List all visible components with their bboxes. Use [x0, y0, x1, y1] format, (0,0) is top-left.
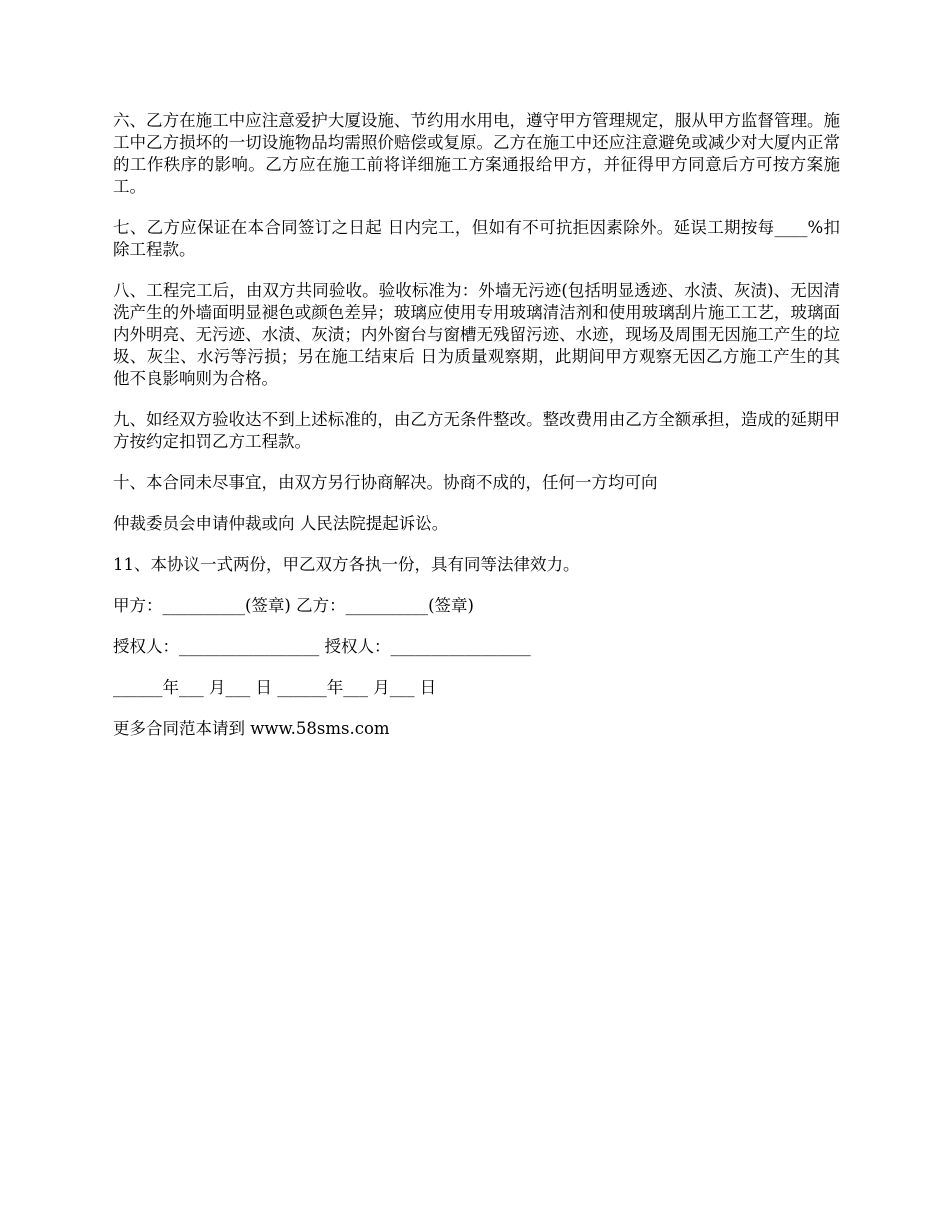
document-page: [113, 110, 840, 759]
clause-8: 八、工程完工后，由双方共同验收。验收标准为：外墙无污迹(包括明显透迹、水渍、灰渍)、无因清洗产生的外墙面明显褪色或颜色差异；玻璃应使用专用玻璃清洁剂和使用玻璃刮片施工工艺，玻璃面内外明亮、无污迹、水渍、灰渍；内外窗台与窗槽无残留污迹、水迹，现场及周围无因施工产生的垃圾、灰尘、水污等污损；另在施工结束后 日为质量观察期，此期间甲方观察无因乙方施工产生的其他不良影响则为合格。: [113, 281, 840, 388]
authorized-person-line: 授权人：_________________ 授权人：_________________: [113, 637, 531, 656]
clause-11: 11、本协议一式两份，甲乙双方各执一份，具有同等法律效力。: [113, 555, 580, 574]
clause-6: 六、乙方在施工中应注意爱护大厦设施、节约用水用电，遵守甲方管理规定，服从甲方监督管理。施工中乙方损坏的一切设施物品均需照价赔偿或复原。乙方在施工中还应注意避免或减少对大厦内正常的工作秩序的影响。乙方应在施工前将详细施工方案通报给甲方，并征得甲方同意后方可按方案施工。: [113, 111, 840, 196]
signature-line: 甲方：__________(签章) 乙方：__________(签章): [113, 596, 474, 615]
clause-7: 七、乙方应保证在本合同签订之日起 日内完工，但如有不可抗拒因素除外。延误工期按每____%扣除工程款。: [113, 218, 840, 259]
clause-10: 十、本合同未尽事宜，由双方另行协商解决。协商不成的，任何一方均可向: [113, 473, 658, 492]
date-line: ______年___ 月___ 日 ______年___ 月___ 日: [113, 678, 437, 697]
clause-9: 九、如经双方验收达不到上述标准的，由乙方无条件整改。整改费用由乙方全额承担，造成的延期甲方按约定扣罚乙方工程款。: [113, 410, 840, 451]
clause-10-continued: 仲裁委员会申请仲裁或向 人民法院提起诉讼。: [113, 514, 449, 533]
footer-link-text: 更多合同范本请到 www.58sms.com: [113, 719, 390, 738]
